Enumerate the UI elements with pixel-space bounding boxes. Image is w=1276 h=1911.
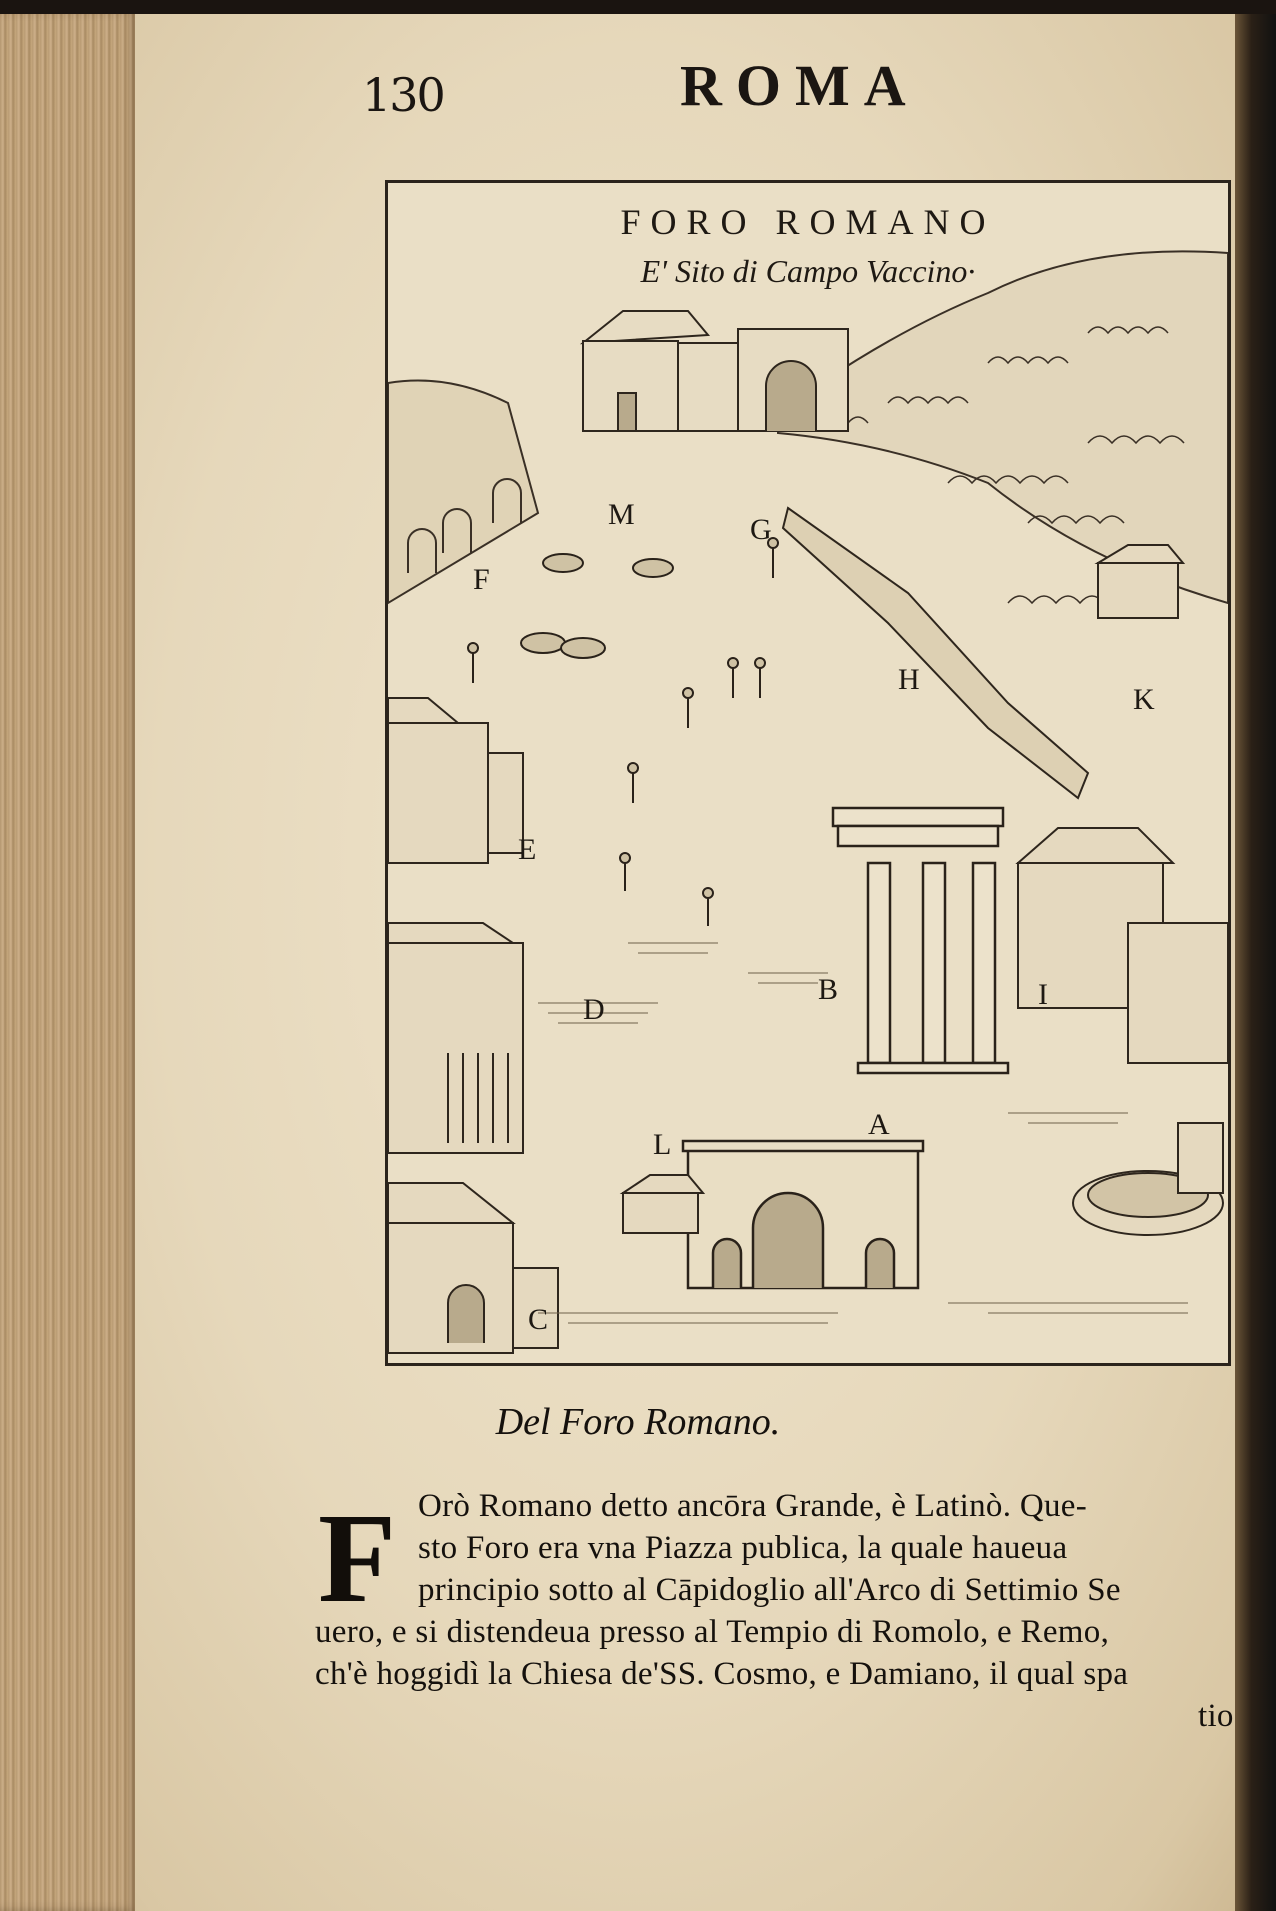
label-e: E bbox=[518, 833, 537, 866]
text-line-4: uero, e si distendeua presso al Tempio di Romolo, e Remo, bbox=[315, 1614, 1110, 1650]
engraving-plate bbox=[385, 180, 1231, 1366]
page-number: 130 bbox=[362, 68, 444, 122]
text-line-3: principio sotto al Cāpidoglio all'Arco di Settimio Se bbox=[418, 1572, 1121, 1608]
label-b: B bbox=[818, 973, 839, 1006]
text-line-5: ch'è hoggidì la Chiesa de'SS. Cosmo, e Damiano, il qual spa bbox=[315, 1656, 1129, 1692]
label-g: G bbox=[750, 513, 772, 546]
plate-subtitle: E' Sito di Campo Vaccino· bbox=[640, 253, 976, 289]
label-l: L bbox=[653, 1128, 672, 1161]
label-h: H bbox=[898, 663, 920, 696]
label-m: M bbox=[608, 498, 635, 531]
running-head: ROMA bbox=[680, 53, 920, 118]
text-line-6: tio bbox=[1198, 1698, 1234, 1734]
label-a: A bbox=[868, 1108, 890, 1141]
engraving-illustration bbox=[388, 183, 1228, 1363]
label-k: K bbox=[1133, 683, 1155, 716]
label-d: D bbox=[583, 993, 605, 1026]
text-line-1: Orò Romano detto ancōra Grande, è Latinò. Que- bbox=[418, 1488, 1087, 1524]
gutter-shadow bbox=[1235, 0, 1276, 1911]
plate-title: FORO ROMANO bbox=[620, 202, 996, 242]
top-shadow bbox=[0, 0, 1276, 14]
text-line-2: sto Foro era vna Piazza publica, la quale haueua bbox=[418, 1530, 1068, 1566]
label-f: F bbox=[473, 563, 490, 596]
section-heading: Del Foro Romano. bbox=[495, 1401, 781, 1443]
label-i: I bbox=[1038, 978, 1048, 1011]
page-edges bbox=[0, 10, 140, 1911]
drop-cap: F bbox=[318, 1487, 397, 1629]
label-c: C bbox=[528, 1303, 549, 1336]
